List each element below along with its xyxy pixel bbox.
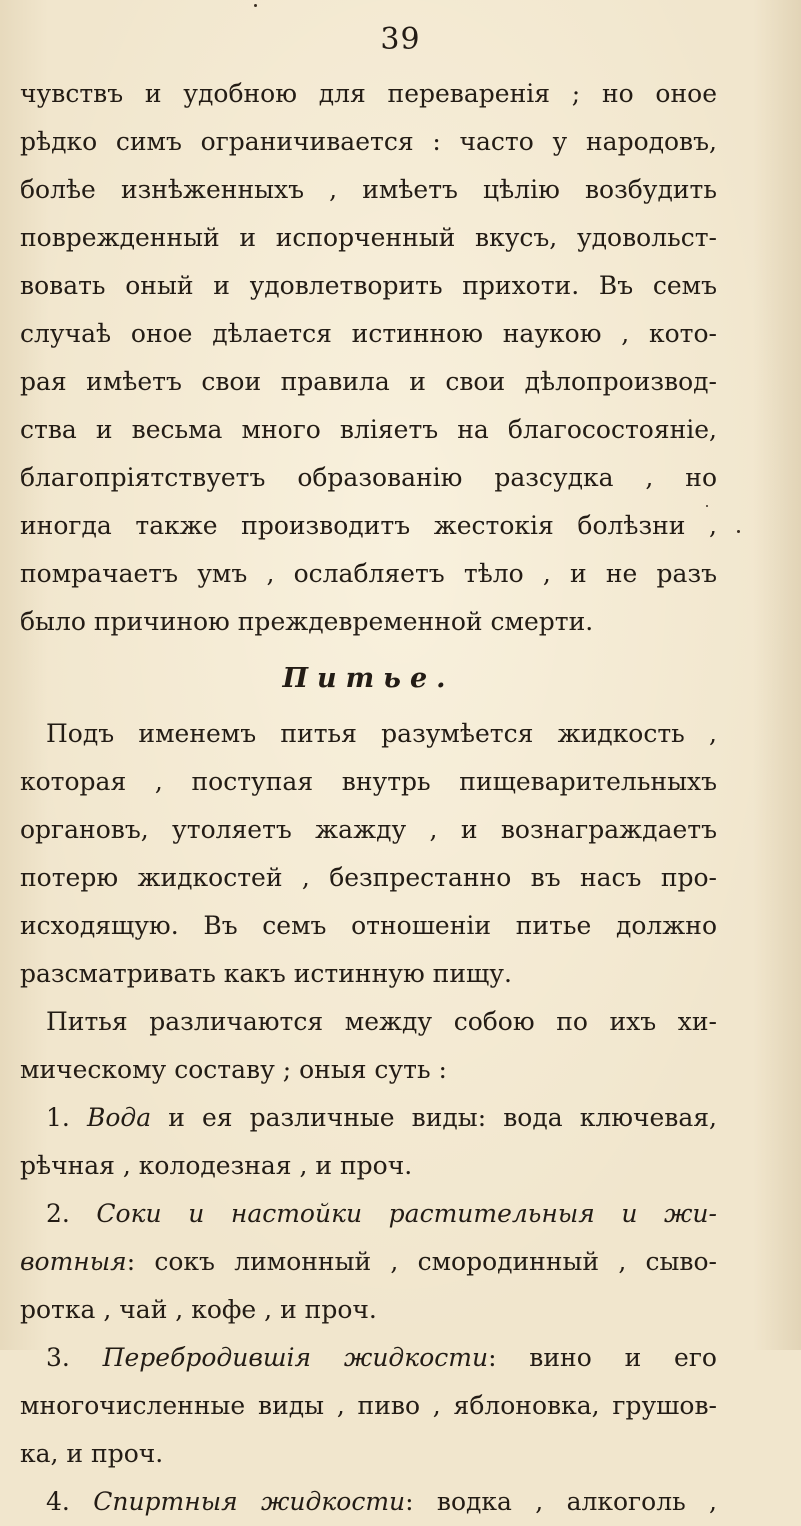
text-line: ротка , чай , кофе , и проч. (20, 1295, 377, 1324)
text-line (20, 1238, 717, 1286)
text-line (20, 1094, 717, 1142)
text-line: благопріятствуетъ образованію разсудка , но (20, 463, 717, 492)
text-line: Подъ именемъ питья разумѣется жидкость , (46, 719, 717, 748)
text-line: было причиною преждевременной смерти. (20, 607, 594, 636)
text-line: Питья различаются между собою по ихъ хи- (46, 1007, 717, 1036)
item-term: Соки и настойки растительныя и жи- (96, 1199, 717, 1228)
text-line: рѣчная , колодезная , и проч. (20, 1151, 413, 1180)
text-line: которая , поступая внутрь пищеварительныхъ (20, 767, 717, 796)
item-text: : вино и его (488, 1343, 717, 1372)
item-term: Вода (86, 1103, 152, 1132)
item-term: Спиртныя жидкости (93, 1487, 406, 1516)
text-line: поврежденный и испорченный вкусъ, удовольст- (20, 223, 717, 252)
item-text: : водка , алкоголь , (405, 1487, 717, 1516)
item-number: 4. (46, 1487, 70, 1516)
paragraph-drink-definition (20, 710, 717, 998)
text-line: ка, и проч. (20, 1439, 164, 1468)
text-line: рая имѣетъ свои правила и свои дѣлопроизвод- (20, 367, 717, 396)
text-line: случаѣ оное дѣлается истинною наукою , кото- (20, 319, 717, 348)
text-line (20, 1190, 717, 1238)
text-line: чувствъ и удобною для переваренія ; но оное (20, 79, 717, 108)
item-term-continued: вотныя (20, 1247, 127, 1276)
text-line: ства и весьма много вліяетъ на благосостояніе, (20, 415, 717, 444)
text-line: иногда также производитъ жестокія болѣзни , (20, 511, 717, 540)
item-term: Перебродившія жидкости (102, 1343, 489, 1372)
print-speck (254, 4, 257, 7)
text-line: мическому составу ; оныя суть : (20, 1055, 447, 1084)
item-number: 3. (46, 1343, 70, 1372)
text-line: вовать оный и удовлетворить прихоти. Въ семъ (20, 271, 717, 300)
text-line: разсматривать какъ истинную пищу. (20, 959, 512, 988)
print-speck (706, 505, 708, 507)
section-heading: Питье. (282, 663, 455, 694)
paragraph-food (20, 70, 717, 646)
print-speck (737, 530, 740, 533)
text-line (20, 1334, 717, 1382)
list-item-spirits (20, 1478, 717, 1526)
text-line: многочисленные виды , пиво , яблоновка, грушов- (20, 1391, 717, 1420)
text-line: помрачаетъ умъ , ослабляетъ тѣло , и не разъ (20, 559, 717, 588)
text-block (20, 70, 717, 1526)
list-item-juices (20, 1190, 717, 1334)
item-number: 2. (46, 1199, 70, 1228)
text-line: потерю жидкостей , безпрестанно въ насъ про- (20, 863, 717, 892)
item-text: и ея различные виды: вода ключевая, (168, 1103, 717, 1132)
text-line: исходящую. Въ семъ отношеніи питье должно (20, 911, 717, 940)
text-line: болѣе изнѣженныхъ , имѣетъ цѣлію возбудить (20, 175, 717, 204)
list-item-water (20, 1094, 717, 1190)
page-number: 39 (380, 22, 421, 57)
text-line (20, 1478, 717, 1526)
text-line: рѣдко симъ ограничивается : часто у народовъ, (20, 127, 717, 156)
item-text: : сокъ лимонный , смородинный , сыво- (126, 1247, 717, 1276)
item-number: 1. (46, 1103, 70, 1132)
list-item-fermented (20, 1334, 717, 1478)
text-line: органовъ, утоляетъ жажду , и вознаграждаетъ (20, 815, 717, 844)
paragraph-drink-types (20, 998, 717, 1094)
